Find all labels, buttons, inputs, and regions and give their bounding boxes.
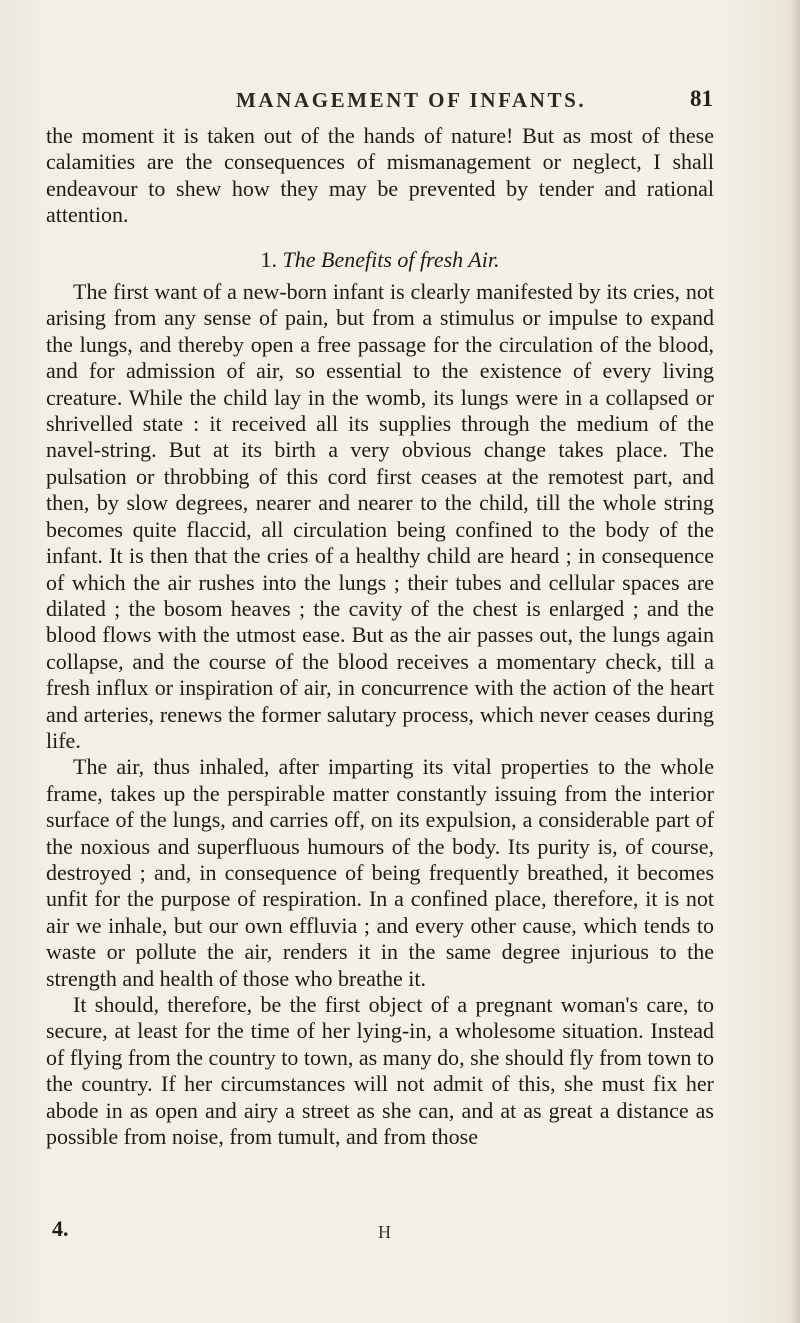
running-title: MANAGEMENT OF INFANTS. [236, 88, 587, 112]
page-number: 81 [690, 86, 713, 111]
page-footer [0, 1210, 800, 1250]
running-head [0, 60, 800, 112]
section-heading [46, 247, 714, 273]
paragraph-continuation: the moment it is taken out of the hands of nature! But as most of these calamities are the consequences of mismanagement or neglect, I shall endeavour to shew how they may be prevented by tender and rational attention. [46, 123, 714, 228]
signature-letter: H [378, 1222, 391, 1242]
paragraph-2: The air, thus inhaled, after imparting its vital properties to the whole frame, takes up the perspirable matter constantly issuing from the interior surface of the lungs, and carries off, on its expulsion, a considerable part of the noxious and superfluous humours of the body. Its purity is, of course, destroyed ; and, in consequence of being frequently breathed, it becomes unfit for the purpose of respiration. In a confined place, therefore, it is not air we inhale, but our own effluvia ; and every other cause, which tends to waste or pollute the air, renders it in the same degree injurious to the strength and health of those who breathe it. [46, 754, 714, 991]
page-edge-shadow [790, 0, 800, 1323]
signature-number: 4. [52, 1216, 69, 1241]
section-title: The Benefits of fresh Air. [282, 246, 500, 272]
section-number: 1. [260, 246, 278, 272]
body-text [46, 123, 714, 1150]
paragraph-3: It should, therefore, be the first object of a pregnant woman's care, to secure, at least for the time of her lying-in, a wholesome situation. Instead of flying from the country to town, as many do, she should fly from town to the country. If her circumstances will not admit of this, she must fix her abode in as open and airy a street as she can, and at as great a distance as possible from noise, from tumult, and from those [46, 992, 714, 1150]
paragraph-1: The first want of a new-born infant is clearly manifested by its cries, not arising from any sense of pain, but from a stimulus or impulse to expand the lungs, and thereby open a free passage for the circulation of the blood, and for admission of air, so essential to the existence of every living creature. While the child lay in the womb, its lungs were in a collapsed or shrivelled state : it received all its supplies through the medium of the navel-string. But at its birth a very obvious change takes place. The pulsation or throbbing of this cord first ceases at the remotest part, and then, by slow degrees, nearer and nearer to the child, till the whole string becomes quite flaccid, all circulation being confined to the body of the infant. It is then that the cries of a healthy child are heard ; in consequence of which the air rushes into the lungs ; their tubes and cellular spaces are dilated ; the bosom heaves ; the cavity of the chest is enlarged ; and the blood flows with the utmost ease. But as the air passes out, the lungs again collapse, and the course of the blood receives a momentary check, till a fresh influx or inspiration of air, in concurrence with the action of the heart and arteries, renews the former salutary process, which never ceases during life. [46, 279, 714, 753]
